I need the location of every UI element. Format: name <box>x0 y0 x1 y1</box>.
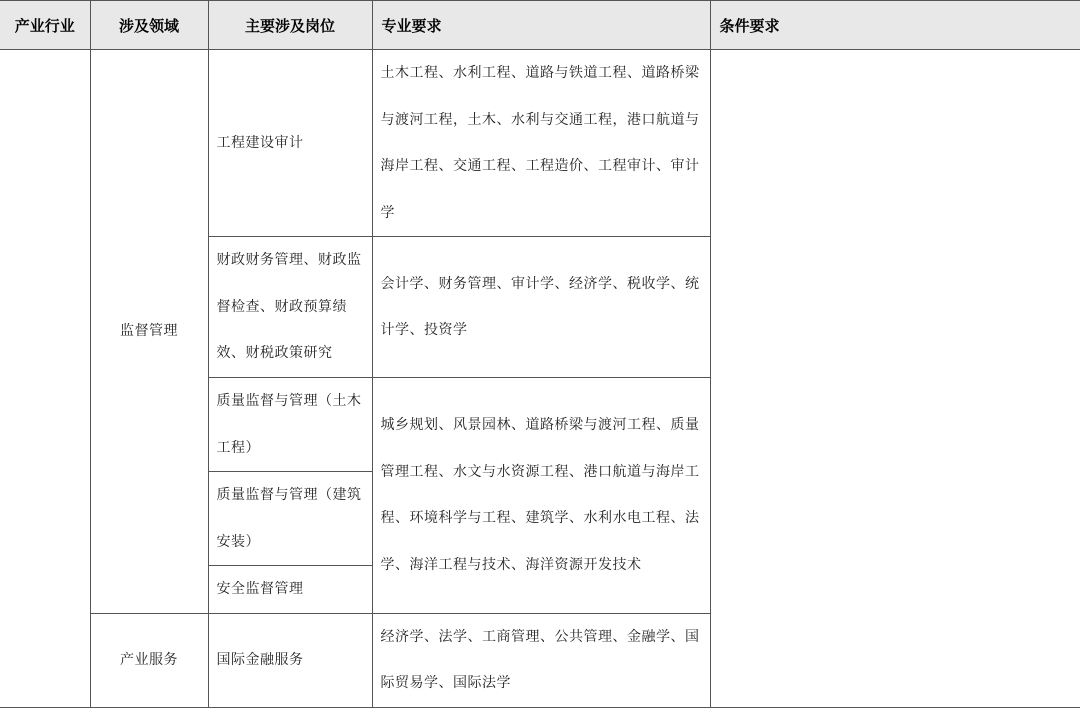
major-cell: 土木工程、水利工程、道路与铁道工程、道路桥梁与渡河工程，土木、水利与交通工程，港口航道与海岸工程、交通工程、工程造价、工程审计、审计学 <box>372 50 710 237</box>
header-row <box>0 1 1080 50</box>
major-cell: 会计学、财务管理、审计学、经济学、税收学、统计学、投资学 <box>372 237 710 378</box>
position-cell: 工程建设审计 <box>208 50 372 237</box>
position-cell: 安全监督管理 <box>208 566 372 614</box>
major-cell: 经济学、法学、工商管理、公共管理、金融学、国际贸易学、国际法学 <box>372 613 710 707</box>
position-cell: 财政财务管理、财政监督检查、财政预算绩效、财税政策研究 <box>208 237 372 378</box>
conditions-cell <box>710 50 1080 708</box>
position-cell: 质量监督与管理（土木工程） <box>208 378 372 472</box>
table-row <box>0 50 1080 237</box>
industry-cell <box>0 50 90 708</box>
header-major: 专业要求 <box>372 1 710 50</box>
header-conditions: 条件要求 <box>710 1 1080 50</box>
header-field: 涉及领域 <box>90 1 208 50</box>
header-industry: 产业行业 <box>0 1 90 50</box>
position-cell: 质量监督与管理（建筑安装） <box>208 472 372 566</box>
field-cell: 监督管理 <box>90 50 208 614</box>
header-positions: 主要涉及岗位 <box>208 1 372 50</box>
position-cell: 国际金融服务 <box>208 613 372 707</box>
major-cell: 城乡规划、风景园林、道路桥梁与渡河工程、质量管理工程、水文与水资源工程、港口航道与海岸工程、环境科学与工程、建筑学、水利水电工程、法学、海洋工程与技术、海洋资源开发技术 <box>372 378 710 614</box>
field-cell: 产业服务 <box>90 613 208 707</box>
